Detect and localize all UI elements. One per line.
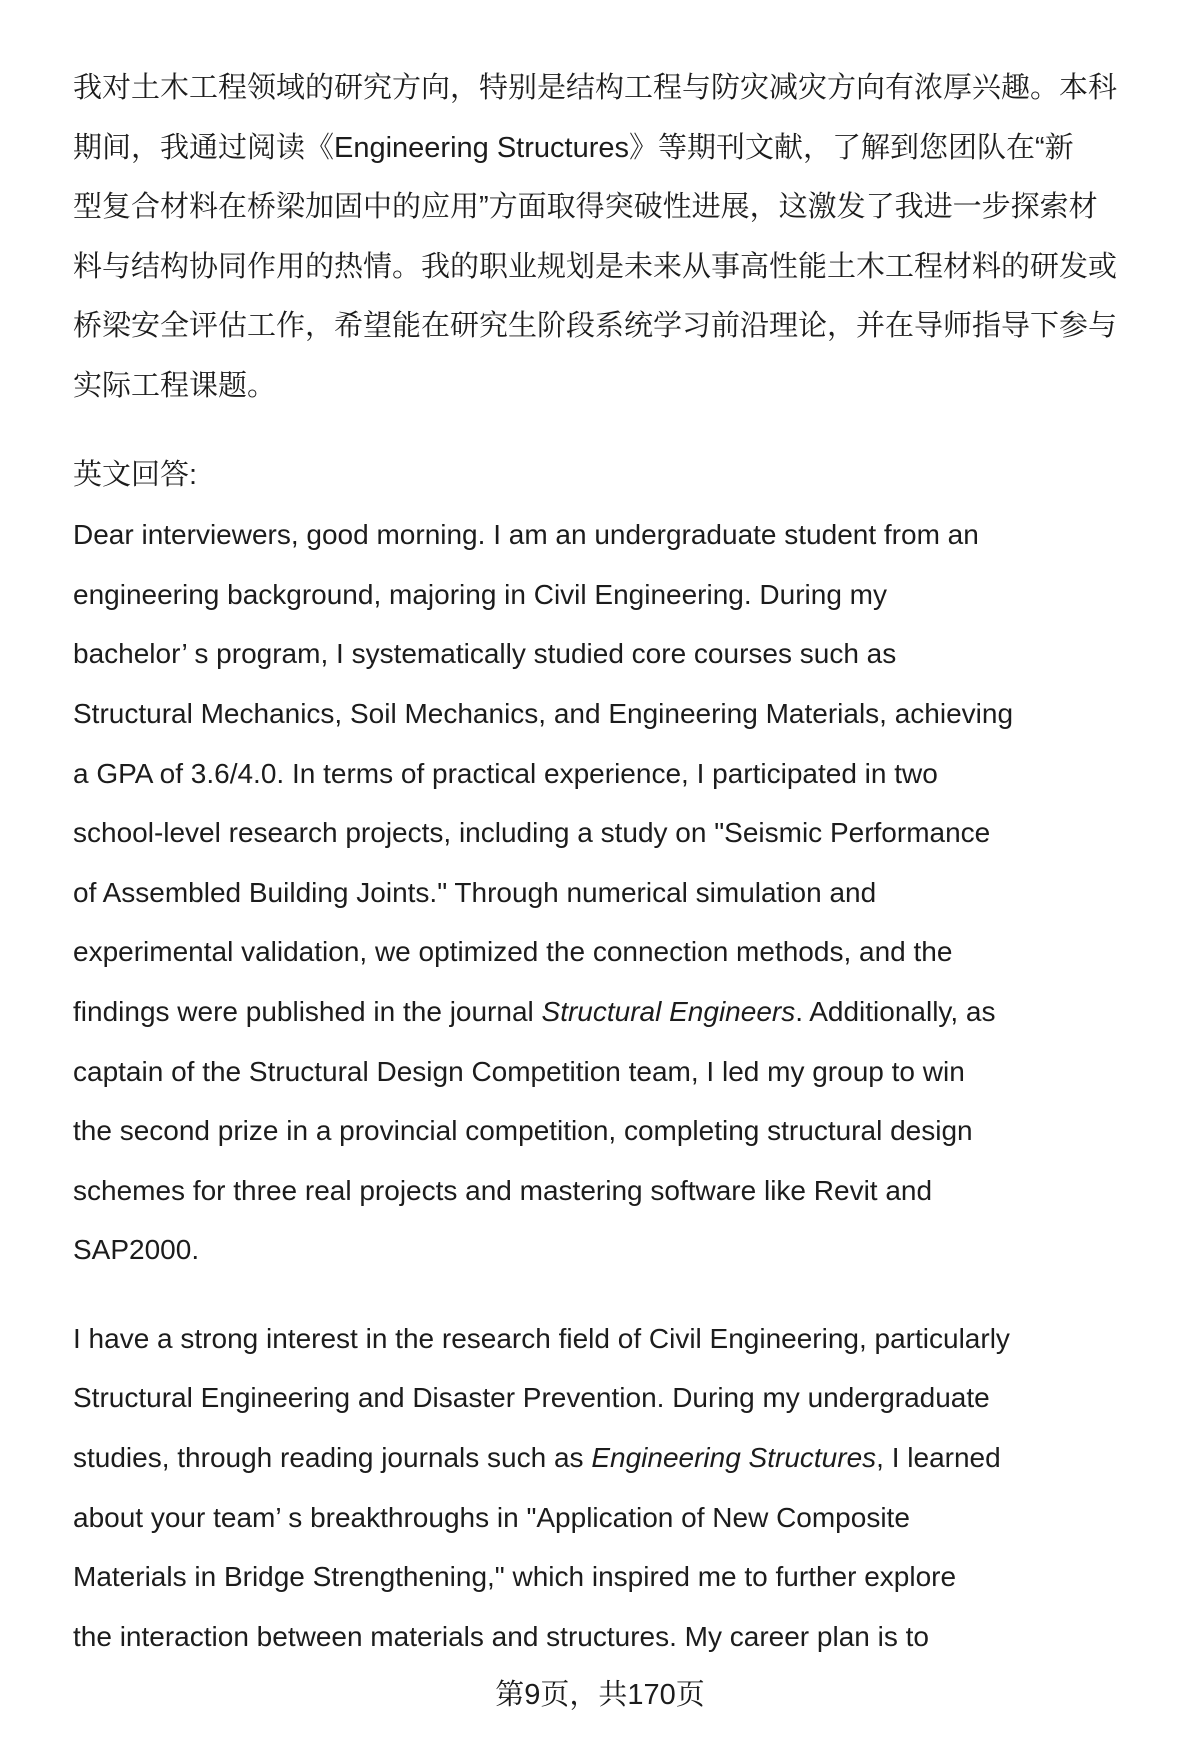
text-line: 实际工程课题。 (73, 369, 277, 402)
text-line: schemes for three real projects and mastering software like Revit and (73, 1174, 933, 1206)
text-line: captain of the Structural Design Competition team, I led my group to win (73, 1055, 965, 1087)
text-line: 期间，我通过阅读《Engineering Structures》等期刊文献，了解到您团队在“新 (73, 131, 1074, 164)
text-line: 料与结构协同作用的热情。我的职业规划是未来从事高性能土木工程材料的研发或 (73, 250, 1118, 283)
english-answer-heading: 英文回答: (73, 458, 198, 491)
english-answer-paragraph-1 (73, 505, 1153, 1280)
text-line (73, 982, 1153, 1042)
text-line: about your team’ s breakthroughs in "Application of New Composite (73, 1501, 910, 1533)
text-line: 我对土木工程领域的研究方向，特别是结构工程与防灾减灾方向有浓厚兴趣。本科 (73, 72, 1118, 104)
document-page (73, 59, 1153, 1695)
text-line: Structural Engineering and Disaster Prevention. During my undergraduate (73, 1382, 990, 1414)
text-line: SAP2000. (73, 1234, 200, 1266)
text-line: I have a strong interest in the research field of Civil Engineering, particularly (73, 1322, 1010, 1354)
chinese-answer-paragraph (73, 59, 1153, 417)
text-line: of Assembled Building Joints." Through numerical simulation and (73, 876, 877, 908)
text-line: 型复合材料在桥梁加固中的应用”方面取得突破性进展，这激发了我进一步探索材 (73, 191, 1098, 224)
text-segment: . Additionally, as (795, 995, 996, 1027)
page-number: 第9页，共170页 (495, 1679, 705, 1711)
text-segment: , I learned (876, 1442, 1001, 1474)
text-line: Materials in Bridge Strengthening," which inspired me to further explore (73, 1561, 957, 1593)
text-line: experimental validation, we optimized the connection methods, and the (73, 936, 953, 968)
text-line: engineering background, majoring in Civil Engineering. During my (73, 578, 887, 610)
text-line: Structural Mechanics, Soil Mechanics, and Engineering Materials, achieving (73, 697, 1014, 729)
text-line: school-level research projects, including a study on "Seismic Performance (73, 817, 991, 849)
text-line: the interaction between materials and structures. My career plan is to (73, 1620, 929, 1652)
text-line (73, 1428, 1153, 1488)
text-line: a GPA of 3.6/4.0. In terms of practical experience, I participated in two (73, 757, 938, 789)
english-answer-paragraph-2 (73, 1309, 1153, 1667)
text-line: 桥梁安全评估工作，希望能在研究生阶段系统学习前沿理论，并在导师指导下参与 (73, 310, 1118, 343)
text-line: the second prize in a provincial competition, completing structural design (73, 1115, 973, 1147)
text-segment: findings were published in the journal (73, 995, 542, 1027)
italic-journal-title: Structural Engineers (541, 995, 796, 1027)
text-line: bachelor’ s program, I systematically studied core courses such as (73, 638, 897, 670)
text-segment: studies, through reading journals such as (73, 1442, 592, 1474)
text-line: Dear interviewers, good morning. I am an undergraduate student from an (73, 519, 979, 551)
italic-journal-title: Engineering Structures (591, 1442, 877, 1474)
